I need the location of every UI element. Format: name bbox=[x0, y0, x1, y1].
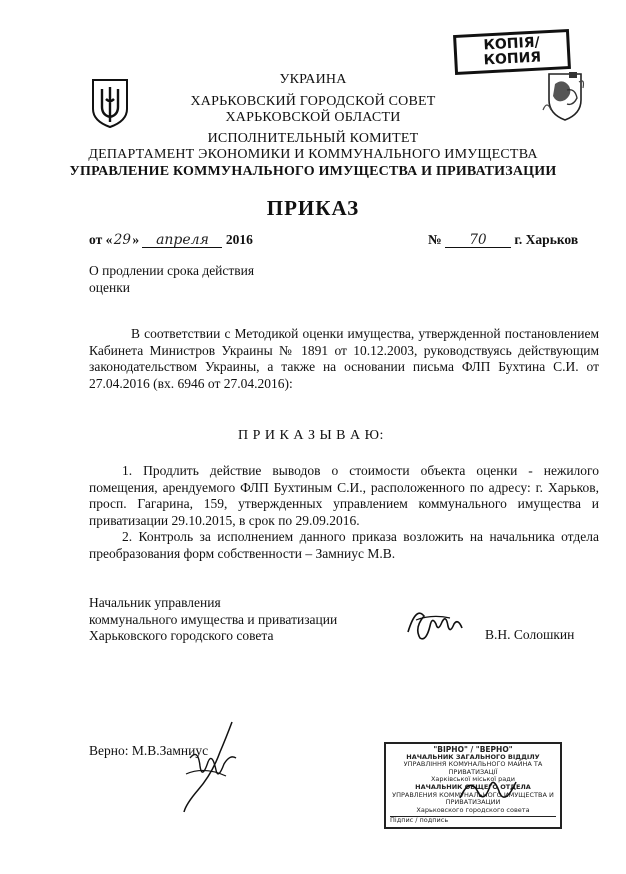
subject-line1: О продлении срока действия bbox=[89, 263, 255, 278]
order-date bbox=[89, 232, 253, 248]
stamp-ok-line3: УПРАВЛІННЯ КОМУНАЛЬНОГО МАЙНА ТА ПРИВАТИЗАЦІЇ bbox=[403, 760, 543, 776]
signatory-name: В.Н. Солошкин bbox=[485, 627, 575, 642]
stamp-signature bbox=[456, 770, 520, 810]
preamble-paragraph: В соответствии с Методикой оценки имущества, утвержденной постановлением Кабинета Министров Украины № 1891 от 10.12.2003, руководствуясь действующим законодательством Украины, а также на основании письма ФЛП Бухтина С.И. от 27.04.2016 (вх. 6946 от 27.04.2016): bbox=[89, 326, 599, 391]
order-item-1: 1. Продлить действие выводов о стоимости объекта оценки - нежилого помещения, арендуемого ФЛП Бухтиным С.И., расположенного по адресу: г. Харьков, просп. Гагарина, 159, утвержденных управлением коммунального имущества и приватизации 29.10.2015, в срок по 29.09.2016. bbox=[89, 463, 599, 528]
header-department: ДЕПАРТАМЕНТ ЭКОНОМИКИ И КОММУНАЛЬНОГО ИМУЩЕСТВА bbox=[88, 147, 538, 162]
copy-stamp bbox=[453, 29, 571, 75]
order-number bbox=[428, 232, 578, 248]
signatory-line3: Харьковского городского совета bbox=[89, 628, 274, 643]
signatory-line1: Начальник управления bbox=[89, 595, 221, 610]
copy-stamp-line1: КОПІЯ/ bbox=[483, 34, 541, 54]
head-signature bbox=[402, 598, 468, 648]
header-directorate: УПРАВЛЕНИЕ КОММУНАЛЬНОГО ИМУЩЕСТВА И ПРИВАТИЗАЦИИ bbox=[69, 164, 557, 179]
document-title: ПРИКАЗ bbox=[266, 196, 360, 220]
date-month: апреля bbox=[142, 233, 222, 248]
number-value: 70 bbox=[445, 233, 511, 248]
date-prefix: от « bbox=[89, 232, 113, 247]
header-committee: ИСПОЛНИТЕЛЬНЫЙ КОМИТЕТ bbox=[207, 131, 419, 146]
date-mid: » bbox=[132, 232, 140, 247]
stamp-ok-line2: НАЧАЛЬНИК ЗАГАЛЬНОГО ВІДДІЛУ bbox=[406, 752, 540, 761]
copy-stamp-line2: КОПИЯ bbox=[483, 49, 542, 69]
stamp-ok-line1: "ВІРНО" / "ВЕРНО" bbox=[433, 745, 513, 754]
date-day: 29 bbox=[113, 232, 131, 248]
header-region: ХАРЬКОВСКОЙ ОБЛАСТИ bbox=[225, 110, 401, 125]
stamp-ok-line6: УПРАВЛЕНИЯ КОММУНАЛЬНОГО ИМУЩЕСТВА И ПРИВАТИЗАЦИИ bbox=[392, 790, 554, 807]
date-year: 2016 bbox=[225, 232, 253, 247]
subject-line2: оценки bbox=[89, 280, 130, 295]
verified-line: Верно: М.В.Замниус bbox=[89, 743, 209, 758]
stamp-ok-line7: Харьковского городского совета bbox=[416, 805, 530, 814]
stamp-ok-line5: НАЧАЛЬНИК ОБЩЕГО ОТДЕЛА bbox=[415, 782, 531, 791]
order-subject bbox=[89, 262, 254, 296]
verifier-signature bbox=[176, 718, 242, 818]
order-item-2: 2. Контроль за исполнением данного приказа возложить на начальника отдела преобразования форм собственности – Замниус М.В. bbox=[89, 529, 599, 561]
order-city: г. Харьков bbox=[514, 232, 579, 247]
signatory-block bbox=[89, 595, 337, 645]
signatory-line2: коммунального имущества и приватизации bbox=[89, 611, 338, 627]
header-country: УКРАИНА bbox=[279, 72, 347, 87]
stamp-ok-line4: Харківської міської ради bbox=[430, 775, 516, 784]
header-council: ХАРЬКОВСКИЙ ГОРОДСКОЙ СОВЕТ bbox=[190, 94, 436, 109]
number-prefix: № bbox=[428, 232, 442, 247]
stamp-ok-line8: Підпис / подпись bbox=[390, 816, 556, 825]
order-word: П Р И К А З Ы В А Ю: bbox=[238, 428, 384, 443]
